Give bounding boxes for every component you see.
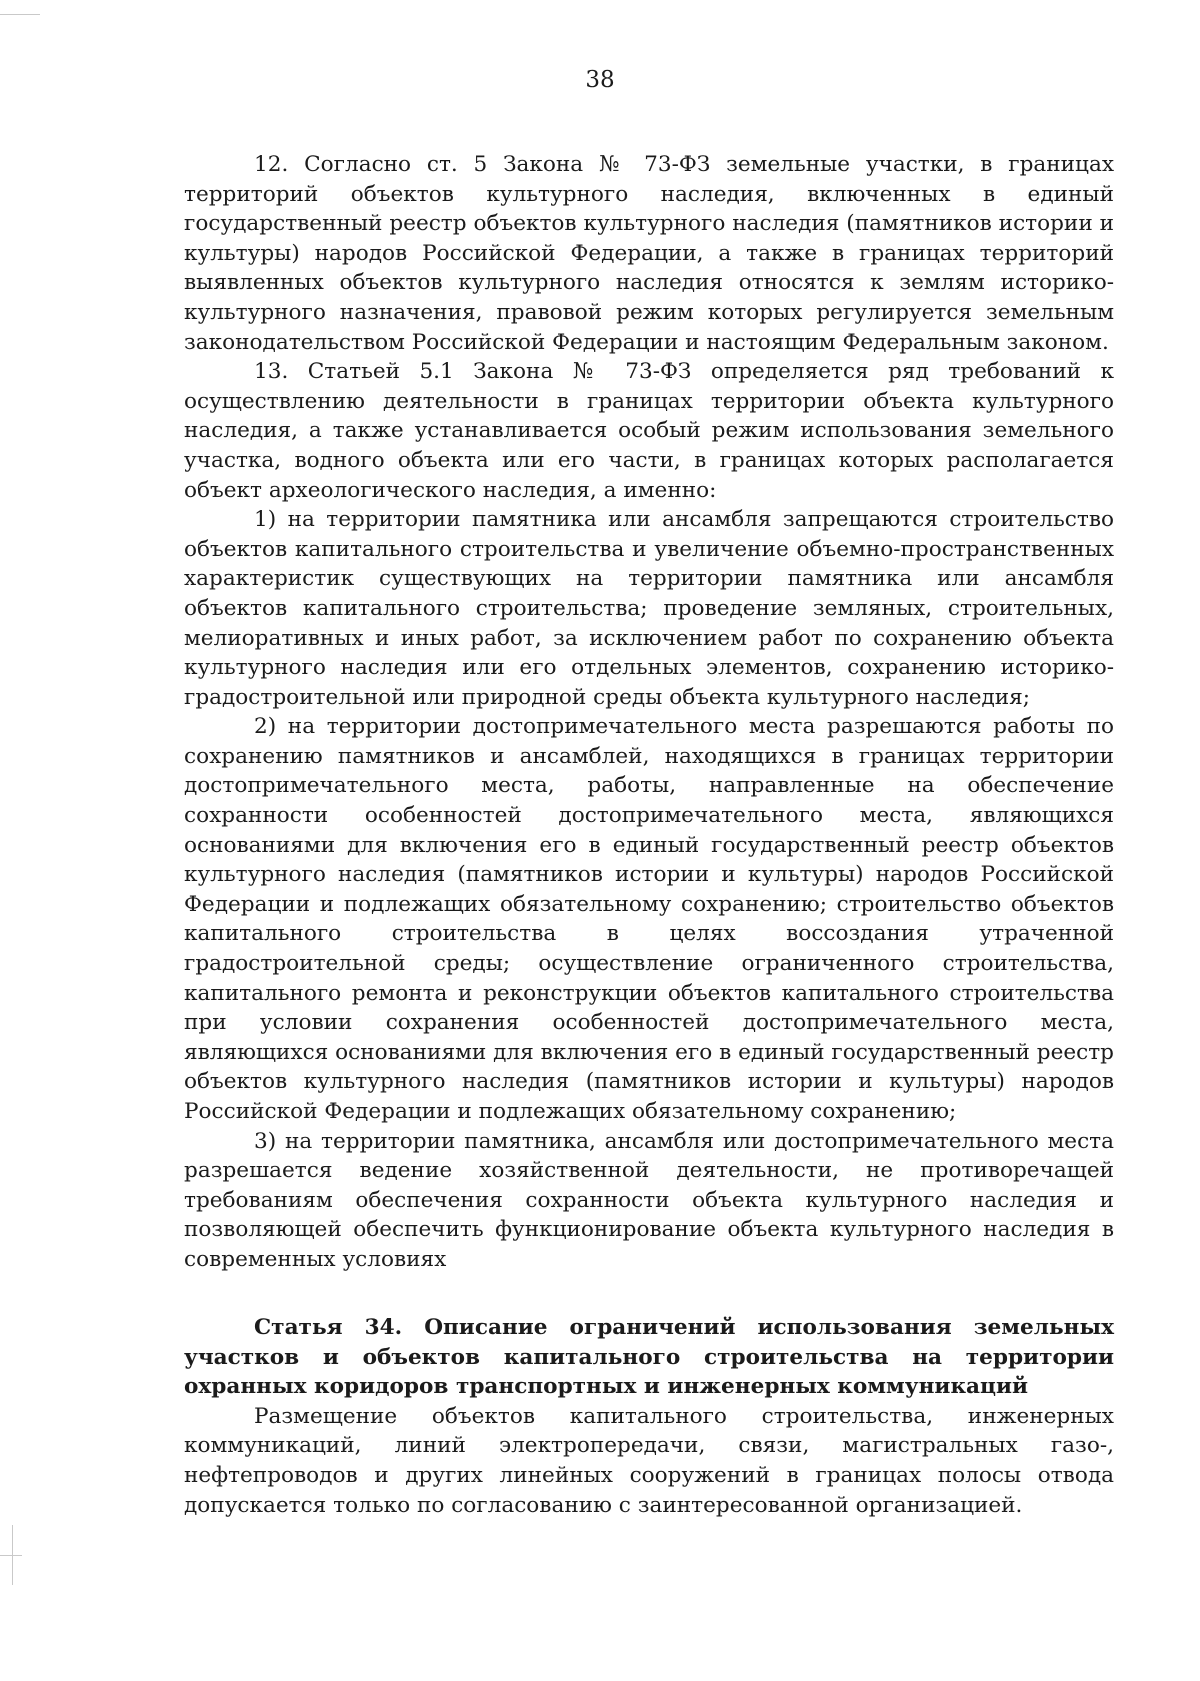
article-text: Размещение объектов капитального строительства, инженерных коммуникаций, линий электропередачи, связи, магистральных газо-, нефтепроводов и других линейных сооружений в границах полосы отвода допускается только по согласованию с заинтересованной организацией. — [184, 1403, 1114, 1518]
article-34 — [184, 1313, 1114, 1520]
paragraph-12: 12. Согласно ст. 5 Закона № 73-ФЗ земельные участки, в границах территорий объектов культурного наследия, включенных в единый государственный реестр объектов культурного наследия (памятников истории и культуры) народов Российской Федерации, а также в границах территорий выявленных объектов культурного наследия относятся к землям историко-культурного назначения, правовой режим которых регулируется земельным законодательством Российской Федерации и настоящим Федеральным законом. — [184, 152, 1114, 355]
list-item-3: 3) на территории памятника, ансамбля или достопримечательного места разрешается ведение хозяйственной деятельности, не противоречащей требованиям обеспечения сохранности объекта культурного наследия и позволяющей обеспечить функционирование объекта культурного наследия в современных условиях — [184, 1128, 1114, 1272]
body-text — [184, 150, 1114, 1275]
page-number: 38 — [585, 67, 615, 93]
article-heading: Статья 34. Описание ограничений использования земельных участков и объектов капитального строительства на территории охранных коридоров транспортных и инженерных коммуникаций — [184, 1315, 1114, 1400]
scan-mark — [0, 1555, 22, 1556]
paragraph-13: 13. Статьей 5.1 Закона № 73-ФЗ определяется ряд требований к осуществлению деятельности в границах территории объекта культурного наследия, а также устанавливается особый режим использования земельного участка, водного объекта или его части, в границах которых располагается объект археологического наследия, а именно: — [184, 359, 1114, 503]
list-item-1: 1) на территории памятника или ансамбля запрещаются строительство объектов капитального строительства и увеличение объемно-пространственных характеристик существующих на территории памятника или ансамбля объектов капитального строительства; проведение земляных, строительных, мелиоративных и иных работ, за исключением работ по сохранению объекта культурного наследия или его отдельных элементов, сохранению историко-градостроительной или природной среды объекта культурного наследия; — [184, 507, 1114, 710]
list-item-2: 2) на территории достопримечательного места разрешаются работы по сохранению памятников и ансамблей, находящихся в границах территории достопримечательного места, работы, направленные на обеспечение сохранности особенностей достопримечательного места, являющихся основаниями для включения его в единый государственный реестр объектов культурного наследия (памятников истории и культуры) народов Российской Федерации и подлежащих обязательному сохранению; строительство объектов капитального строительства в целях воссоздания утраченной градостроительной среды; осуществление ограниченного строительства, капитального ремонта и реконструкции объектов капитального строительства при условии сохранения особенностей достопримечательного места, являющихся основаниями для включения его в единый государственный реестр объектов культурного наследия (памятников истории и культуры) народов Российской Федерации и подлежащих обязательному сохранению; — [184, 714, 1114, 1124]
scan-mark — [0, 14, 40, 15]
